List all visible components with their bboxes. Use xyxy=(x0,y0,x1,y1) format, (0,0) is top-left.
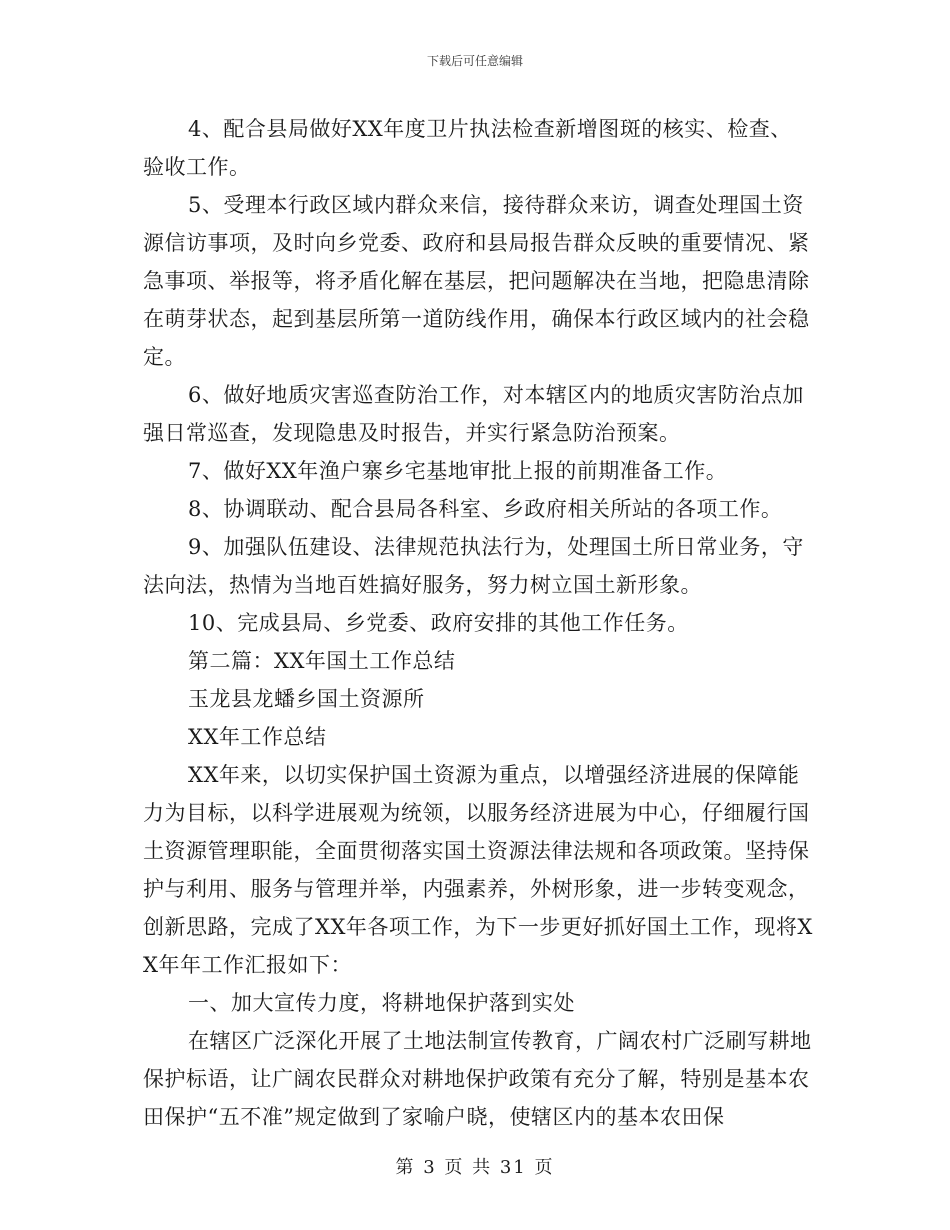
report-title: XX年工作总结 xyxy=(188,725,327,749)
paragraph-item-9: 9、加强队伍建设、法律规范执法行为，处理国土所日常业务，守法向法，热情为当地百姓搞好服务，努力树立国土新形象。 xyxy=(143,535,804,597)
paragraph-item-5: 5、受理本行政区域内群众来信，接待群众来访，调查处理国土资源信访事项，及时向乡党委、政府和县局报告群众反映的重要情况、紧急事项、举报等，将矛盾化解在基层，把问题解决在当地，把隐患清除在萌芽状态，起到基层所第一道防线作用，确保本行政区域内的社会稳定。 xyxy=(143,193,810,369)
paragraph-item-10: 10、完成县局、乡党委、政府安排的其他工作任务。 xyxy=(188,611,689,635)
document-body xyxy=(143,110,813,1136)
page-number-footer: 第 3 页 共 31 页 xyxy=(395,1157,555,1178)
summary-paragraph: XX年来，以切实保护国土资源为重点，以增强经济进展的保障能力为目标，以科学进展观为统领，以服务经济进展为中心，仔细履行国土资源管理职能，全面贯彻落实国土资源法律法规和各项政策。坚持保护与利用、服务与管理并举，内强素养，外树形象，进一步转变观念，创新思路，完成了XX年各项工作，为下一步更好抓好国土工作，现将XX年年工作汇报如下： xyxy=(143,763,813,977)
paragraph-item-8: 8、协调联动、配合县局各科室、乡政府相关所站的各项工作。 xyxy=(188,497,783,521)
section-title: 第二篇：XX年国土工作总结 xyxy=(188,649,456,673)
paragraph-item-7: 7、做好XX年渔户寨乡宅基地审批上报的前期准备工作。 xyxy=(188,459,728,483)
organization-name: 玉龙县龙蟠乡国土资源所 xyxy=(188,687,425,711)
paragraph-item-4: 4、配合县局做好XX年度卫片执法检查新增图斑的核实、检查、验收工作。 xyxy=(143,117,792,179)
subsection-paragraph: 在辖区广泛深化开展了土地法制宣传教育，广阔农村广泛刷写耕地保护标语，让广阔农民群众对耕地保护政策有充分了解，特别是基本农田保护“五不准”规定做到了家喻户晓，使辖区内的基本农田保 xyxy=(143,1029,812,1129)
subsection-heading: 一、加大宣传力度，将耕地保护落到实处 xyxy=(188,991,575,1015)
paragraph-item-6: 6、做好地质灾害巡查防治工作，对本辖区内的地质灾害防治点加强日常巡查，发现隐患及时报告，并实行紧急防治预案。 xyxy=(143,383,804,445)
page-header-note: 下载后可任意编辑 xyxy=(426,54,523,68)
